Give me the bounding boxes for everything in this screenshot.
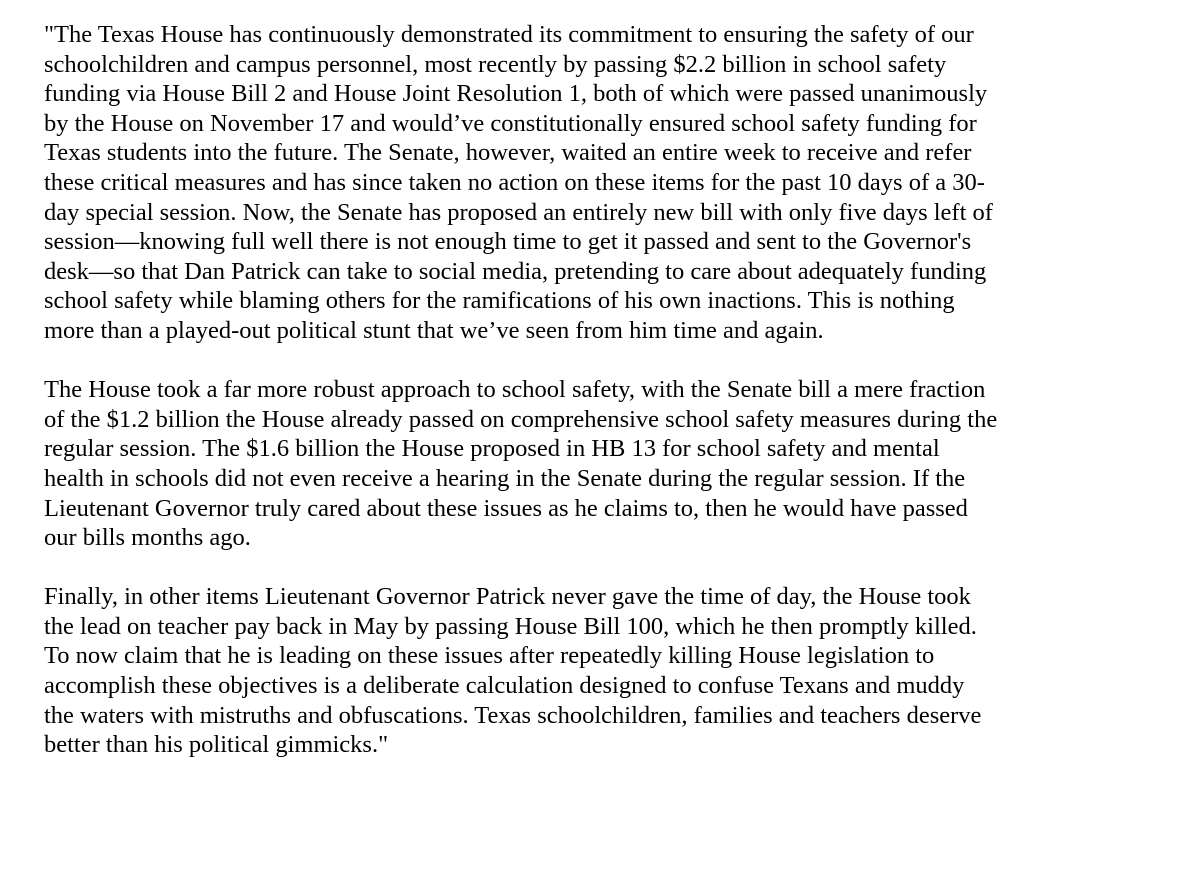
- paragraph-1: [44, 20, 1174, 346]
- text-line: better than his political gimmicks.": [44, 731, 389, 759]
- text-line: by the House on November 17 and would’ve constitutionally ensured school safety funding for: [44, 109, 977, 137]
- text-line: accomplish these objectives is a deliberate calculation designed to confuse Texans and muddy: [44, 672, 965, 700]
- text-line: desk—so that Dan Patrick can take to social media, pretending to care about adequately funding: [44, 257, 987, 285]
- statement-body: [44, 20, 1174, 789]
- text-line: Texas students into the future. The Senate, however, waited an entire week to receive and refer: [44, 139, 972, 167]
- text-line: session—knowing full well there is not enough time to get it passed and sent to the Governor's: [44, 228, 972, 256]
- text-line: school safety while blaming others for the ramifications of his own inactions. This is nothing: [44, 287, 955, 315]
- text-line: The House took a far more robust approach to school safety, with the Senate bill a mere fraction: [44, 376, 986, 404]
- text-line: funding via House Bill 2 and House Joint Resolution 1, both of which were passed unanimously: [44, 80, 988, 108]
- text-line: "The Texas House has continuously demonstrated its commitment to ensuring the safety of our: [44, 21, 974, 48]
- paragraph-3: [44, 582, 1174, 760]
- text-line: Lieutenant Governor truly cared about these issues as he claims to, then he would have passed: [44, 494, 968, 522]
- text-line: health in schools did not even receive a hearing in the Senate during the regular session. If the: [44, 464, 966, 492]
- text-line: these critical measures and has since taken no action on these items for the past 10 days of a 30-: [44, 168, 985, 196]
- text-line: day special session. Now, the Senate has proposed an entirely new bill with only five days left of: [44, 198, 993, 226]
- text-line: our bills months ago.: [44, 524, 251, 552]
- text-line: the waters with mistruths and obfuscations. Texas schoolchildren, families and teachers deserve: [44, 701, 982, 729]
- text-line: more than a played-out political stunt that we’ve seen from him time and again.: [44, 316, 824, 344]
- text-line: To now claim that he is leading on these issues after repeatedly killing House legislation to: [44, 642, 935, 670]
- text-line: Finally, in other items Lieutenant Governor Patrick never gave the time of day, the House took: [44, 583, 971, 611]
- text-line: schoolchildren and campus personnel, most recently by passing $2.2 billion in school safety: [44, 50, 947, 78]
- text-line: of the $1.2 billion the House already passed on comprehensive school safety measures during the: [44, 405, 998, 433]
- text-line: regular session. The $1.6 billion the House proposed in HB 13 for school safety and mental: [44, 435, 940, 463]
- paragraph-2: [44, 375, 1174, 553]
- text-line: the lead on teacher pay back in May by passing House Bill 100, which he then promptly killed.: [44, 612, 977, 640]
